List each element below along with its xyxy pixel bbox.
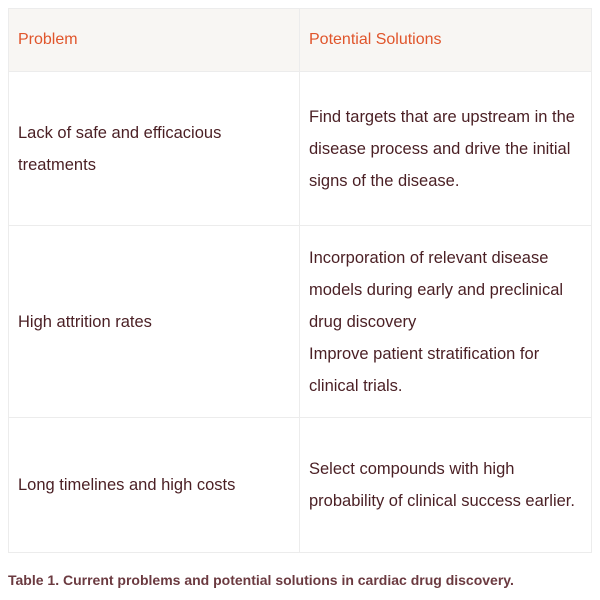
header-potential-solutions: Potential Solutions [300,9,592,72]
table-caption: Table 1. Current problems and potential solutions in cardiac drug discovery. [8,572,514,588]
problems-solutions-table-container [8,8,591,553]
problems-solutions-table [8,8,592,553]
table-header-row [9,9,592,72]
solution-text: Select compounds with high probability of clinical success earlier. [309,460,575,510]
solution-text: Find targets that are upstream in the disease process and drive the initial signs of the disease. [309,107,575,190]
problem-cell: Long timelines and high costs [9,418,300,553]
problem-cell: High attrition rates [9,226,300,418]
problem-cell: Lack of safe and efficacious treatments [9,72,300,226]
table-row [9,72,592,226]
table-row [9,418,592,553]
solution-text: Improve patient stratification for clinical trials. [309,344,540,395]
table-row [9,226,592,418]
solution-text: Incorporation of relevant disease models during early and preclinical drug discovery [309,248,564,331]
solutions-cell [300,72,592,226]
solutions-cell [300,226,592,418]
solutions-cell [300,418,592,553]
header-problem: Problem [9,9,300,72]
